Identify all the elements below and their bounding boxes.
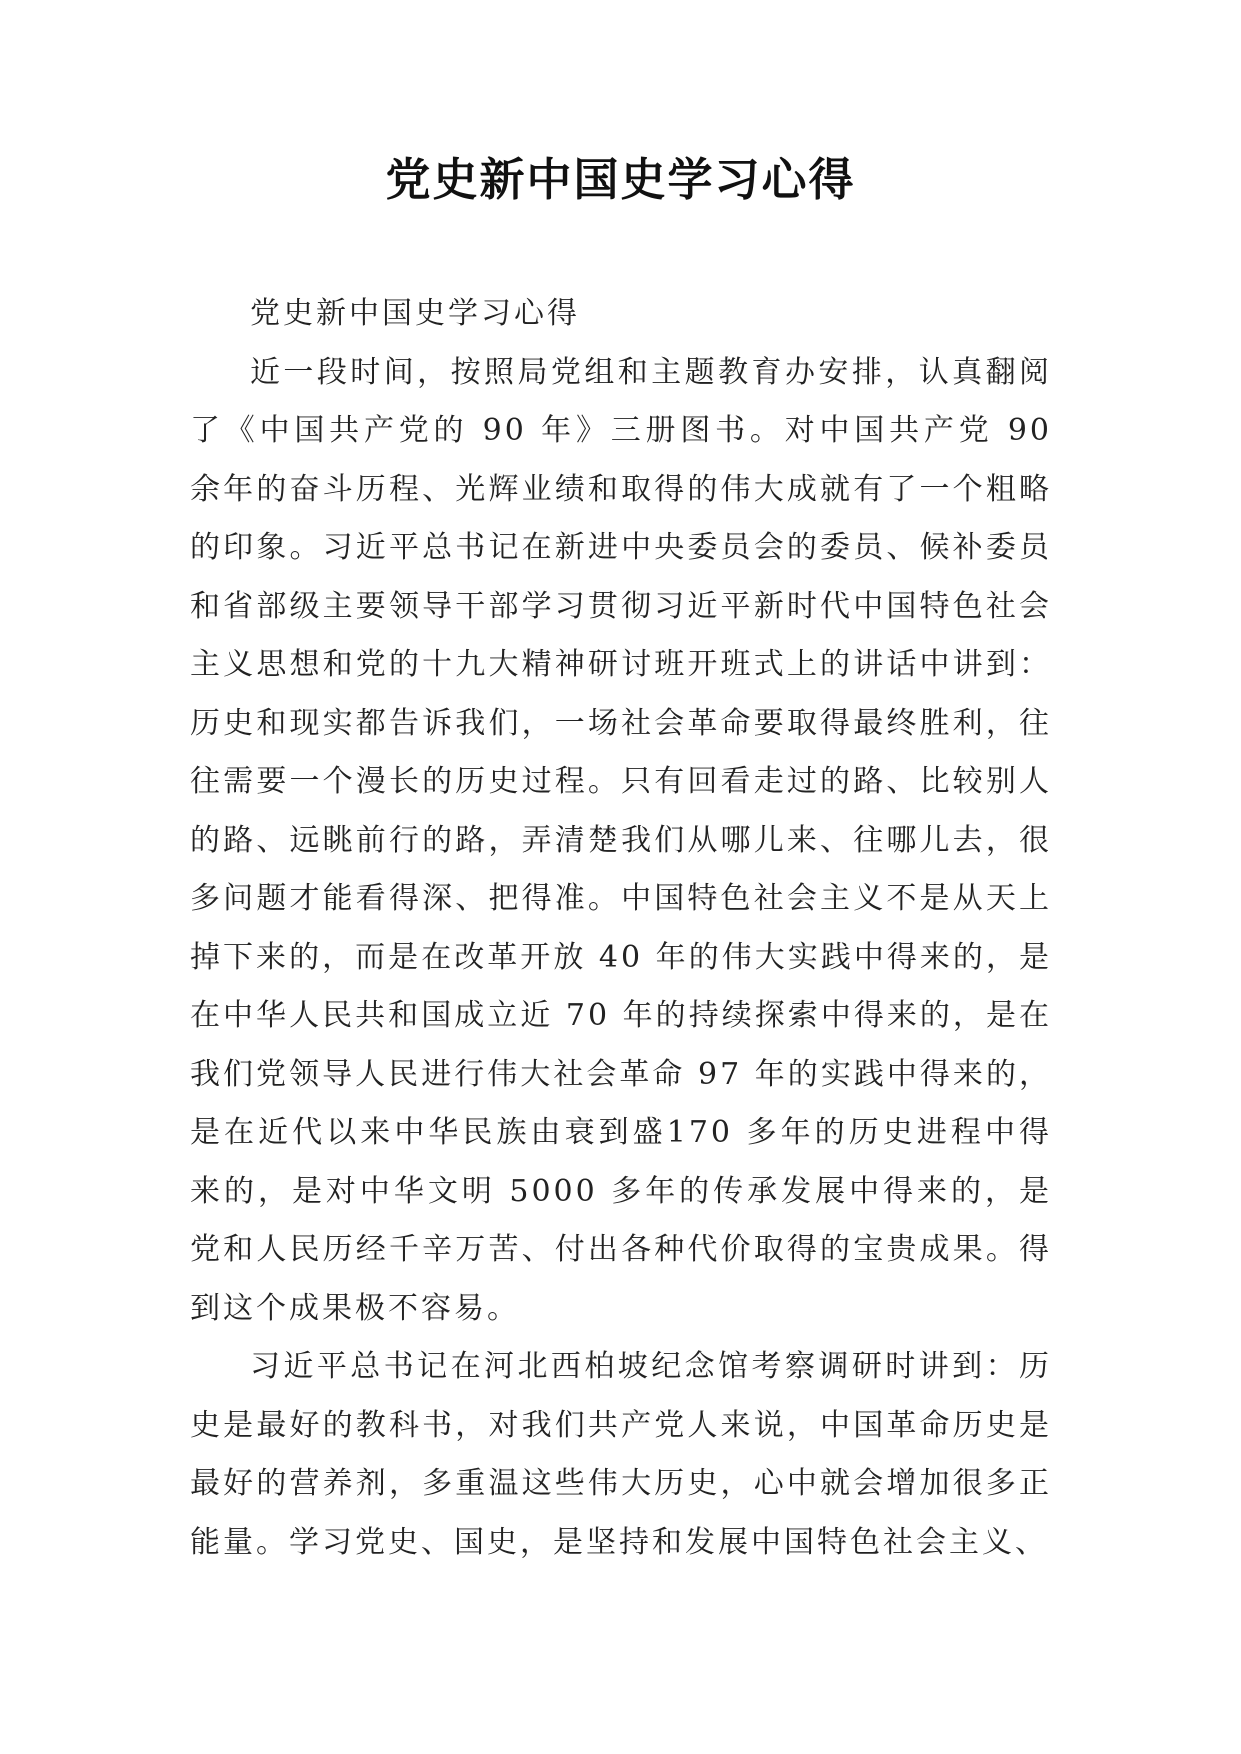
document-title: 党史新中国史学习心得 <box>385 153 856 206</box>
document-body <box>190 285 1052 1572</box>
paragraph-subtitle: 党史新中国史学习心得 <box>250 296 580 331</box>
paragraph-2: 习近平总书记在河北西柏坡纪念馆考察调研时讲到：历史是最好的教科书，对我们共产党人来说，中国革命历史是最好的营养剂，多重温这些伟大历史，心中就会增加很多正能量。学习党史、国史，是坚持和发展中国特色社会主义、 <box>190 1349 1052 1560</box>
paragraph-1: 近一段时间，按照局党组和主题教育办安排，认真翻阅了《中国共产党的 90 年》三册图书。对中国共产党 90 余年的奋斗历程、光辉业绩和取得的伟大成就有了一个粗略的印象。习近平总书记在新进中央委员会的委员、候补委员和省部级主要领导干部学习贯彻习近平新时代中国特色社会主义思想和党的十九大精神研讨班开班式上的讲话中讲到：历史和现实都告诉我们，一场社会革命要取得最终胜利，往往需要一个漫长的历史过程。只有回看走过的路、比较别人的路、远眺前行的路，弄清楚我们从哪儿来、往哪儿去，很多问题才能看得深、把得准。中国特色社会主义不是从天上掉下来的，而是在改革开放 40 年的伟大实践中得来的，是在中华人民共和国成立近 70 年的持续探索中得来的，是在我们党领导人民进行伟大社会革命 97 年的实践中得来的，是在近代以来中华民族由衰到盛170 多年的历史进程中得来的，是对中华文明 5000 多年的传承发展中得来的，是党和人民历经千辛万苦、付出各种代价取得的宝贵成果。得到这个成果极不容易。 <box>190 354 1052 1326</box>
